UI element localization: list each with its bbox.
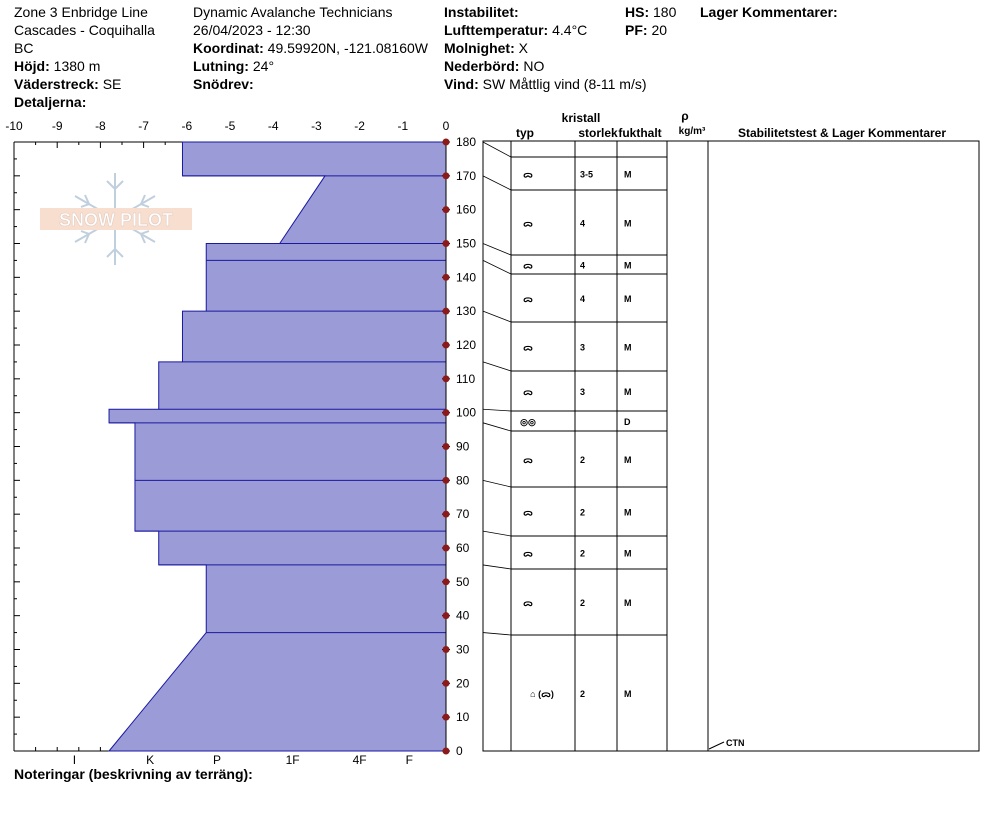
layer-grain-type: ᯅ <box>523 598 533 608</box>
snowpilot-logo <box>40 173 192 265</box>
layer-grain-size: 2 <box>580 548 586 559</box>
layer-grain-size: 3 <box>580 342 586 353</box>
height-tick-label: 40 <box>456 608 470 623</box>
top-tick-label: -4 <box>267 119 279 133</box>
table-connector-line <box>483 362 511 371</box>
hardness-profile-area <box>109 142 446 751</box>
height-tick-label: 30 <box>456 642 470 657</box>
datetime: 26/04/2023 - 12:30 <box>193 22 311 38</box>
height-marker <box>443 646 450 653</box>
slope-label: Lutning: <box>193 58 249 74</box>
height-axis <box>442 135 476 758</box>
height-marker <box>443 240 450 247</box>
layer-grain-size: 2 <box>580 507 586 518</box>
wind-label: Vind: <box>444 76 479 92</box>
height-marker <box>443 578 450 585</box>
header-type: typ <box>516 126 534 140</box>
layer-grain-size: 2 <box>580 598 586 608</box>
height-tick-label: 160 <box>456 202 477 217</box>
layer-grain-type: ⌂ (ᯅ) <box>530 689 554 699</box>
top-tick-label: -5 <box>224 119 236 133</box>
height-tick-label: 150 <box>456 236 477 251</box>
slope-value: 24° <box>252 58 275 74</box>
height-tick-label: 50 <box>456 574 470 589</box>
height-tick-label: 80 <box>456 473 470 488</box>
hardness-tick-label: 4F <box>352 753 367 767</box>
location-line1: Zone 3 Enbridge Line <box>14 4 148 20</box>
aspect-value: SE <box>102 76 122 92</box>
header-crystal: kristall <box>561 111 601 125</box>
precip-value: NO <box>523 58 545 74</box>
height-tick-label: 110 <box>456 371 476 386</box>
hs-label: HS: <box>625 4 650 20</box>
layer-moisture: M <box>624 294 632 304</box>
sky-value: X <box>518 40 528 56</box>
layer-grain-type: ᯅ <box>523 387 533 397</box>
height-tick-label: 100 <box>456 405 477 420</box>
instability-label: Instabilitet: <box>444 4 519 20</box>
drift-label: Snödrev: <box>193 76 254 92</box>
height-tick-label: 10 <box>456 710 470 725</box>
precip-label: Nederbörd: <box>444 58 520 74</box>
hardness-tick-label: K <box>146 753 155 767</box>
top-tick-label: 0 <box>442 119 450 133</box>
top-tick-label: -9 <box>51 119 63 133</box>
top-tick-label: -3 <box>311 119 322 133</box>
details-label: Detaljerna: <box>14 94 87 110</box>
height-tick-label: 20 <box>456 676 470 691</box>
layer-moisture: M <box>624 218 632 229</box>
table-connector-line <box>483 565 511 569</box>
table-connector-line <box>483 311 511 322</box>
layer-grain-size: 2 <box>580 689 586 699</box>
layer-grain-type: ◎◎ <box>520 417 536 427</box>
height-tick-label: 60 <box>456 541 470 555</box>
logo-text: SNOW PILOT <box>59 210 173 230</box>
height-marker <box>443 308 450 315</box>
layer-grain-size: 2 <box>580 455 586 465</box>
layer-moisture: D <box>624 417 631 427</box>
layer-grain-type: ᯅ <box>523 260 533 271</box>
layer-grain-size: 4 <box>580 218 586 229</box>
layer-grain-size: 4 <box>580 260 586 271</box>
height-marker <box>443 748 450 755</box>
layer-table <box>483 109 979 751</box>
layer-moisture: M <box>624 598 632 608</box>
notes-label: Noteringar (beskrivning av terräng): <box>14 766 253 782</box>
height-tick-label: 0 <box>456 744 463 758</box>
pf-label: PF: <box>625 22 648 38</box>
hardness-tick-label: F <box>405 753 413 767</box>
layer-moisture: M <box>624 507 632 518</box>
observer: Dynamic Avalanche Technicians <box>193 4 393 20</box>
height-tick-label: 140 <box>456 270 477 285</box>
layer-moisture: M <box>624 548 632 559</box>
height-tick-label: 170 <box>456 168 477 183</box>
stability-annotation: CTN <box>726 738 745 748</box>
layer-moisture: M <box>624 455 632 465</box>
coordinate-label: Koordinat: <box>193 40 264 56</box>
layer-grain-type: ᯅ <box>523 294 533 304</box>
height-marker <box>443 172 450 179</box>
location-line3: BC <box>14 40 34 56</box>
height-marker <box>443 545 450 552</box>
layer-moisture: M <box>624 342 632 353</box>
height-tick-label: 120 <box>456 338 477 352</box>
layer-moisture: M <box>624 169 632 180</box>
header-stability: Stabilitetstest & Lager Kommentarer <box>737 126 947 140</box>
layer-moisture: M <box>624 387 632 397</box>
height-marker <box>443 206 450 213</box>
table-connector-line <box>483 633 511 635</box>
height-marker <box>443 342 450 349</box>
table-connector-line <box>483 531 511 536</box>
layer-grain-size: 4 <box>580 294 586 304</box>
height-marker <box>443 714 450 721</box>
top-tick-label: -8 <box>95 119 106 133</box>
height-tick-label: 180 <box>456 135 477 149</box>
table-connector-line <box>483 244 511 256</box>
top-tick-label: -6 <box>181 119 193 133</box>
height-marker <box>443 375 450 382</box>
table-connector-line <box>483 176 511 190</box>
wind-value: SW Måttlig vind (8-11 m/s) <box>482 76 647 92</box>
header-density-unit: kg/m³ <box>678 126 706 137</box>
height-marker <box>443 612 450 619</box>
layer-grain-size: 3-5 <box>580 169 594 180</box>
table-connector-line <box>483 409 511 411</box>
height-tick-label: 70 <box>456 507 470 522</box>
height-marker <box>443 274 450 281</box>
height-marker <box>443 443 450 450</box>
table-connector-line <box>483 423 511 431</box>
table-frame <box>483 141 979 751</box>
layer-moisture: M <box>624 260 632 271</box>
top-tick-label: -2 <box>354 119 365 133</box>
top-tick-label: -7 <box>138 119 149 133</box>
table-connector-line <box>483 480 511 487</box>
pf-value: 20 <box>651 22 668 38</box>
hs-value: 180 <box>653 4 677 20</box>
height-marker <box>443 139 450 146</box>
header-rho: ρ <box>681 109 689 123</box>
layer-moisture: M <box>624 689 632 699</box>
hardness-tick-label: I <box>72 753 77 767</box>
elevation-label: Höjd: <box>14 58 50 74</box>
hardness-profile <box>109 142 446 751</box>
layer-grain-type: ᯅ <box>523 548 533 559</box>
header-size: storlek <box>578 126 618 140</box>
table-connector-line <box>483 142 511 157</box>
layer-grain-size: 3 <box>580 387 586 397</box>
layer-comments-label: Lager Kommentarer: <box>700 4 838 20</box>
height-marker <box>443 477 450 484</box>
layer-grain-type: ᯅ <box>523 342 533 353</box>
top-tick-label: -1 <box>397 119 409 133</box>
layer-grain-type: ᯅ <box>523 218 533 229</box>
stability-pointer <box>709 742 724 749</box>
airtemp-value: 4.4°C <box>552 22 588 38</box>
height-marker <box>443 680 450 687</box>
layer-grain-type: ᯅ <box>523 169 533 180</box>
table-connector-line <box>483 260 511 274</box>
height-tick-label: 130 <box>456 304 477 319</box>
coordinate-value: 49.59920N, -121.08160W <box>267 40 428 56</box>
airtemp-label: Lufttemperatur: <box>444 22 549 38</box>
layer-grain-type: ᯅ <box>523 455 533 465</box>
height-marker <box>443 409 450 416</box>
hardness-tick-label: 1F <box>285 753 300 767</box>
aspect-label: Väderstreck: <box>14 76 99 92</box>
layer-grain-type: ᯅ <box>523 507 533 518</box>
top-tick-label: -10 <box>5 119 23 133</box>
height-tick-label: 90 <box>456 439 470 454</box>
sky-label: Molnighet: <box>444 40 515 56</box>
header-moisture: fukthalt <box>618 126 662 140</box>
elevation-value: 1380 m <box>53 58 101 74</box>
location-line2: Cascades - Coquihalla <box>14 22 155 38</box>
hardness-tick-label: P <box>213 753 222 767</box>
height-marker <box>443 511 450 518</box>
